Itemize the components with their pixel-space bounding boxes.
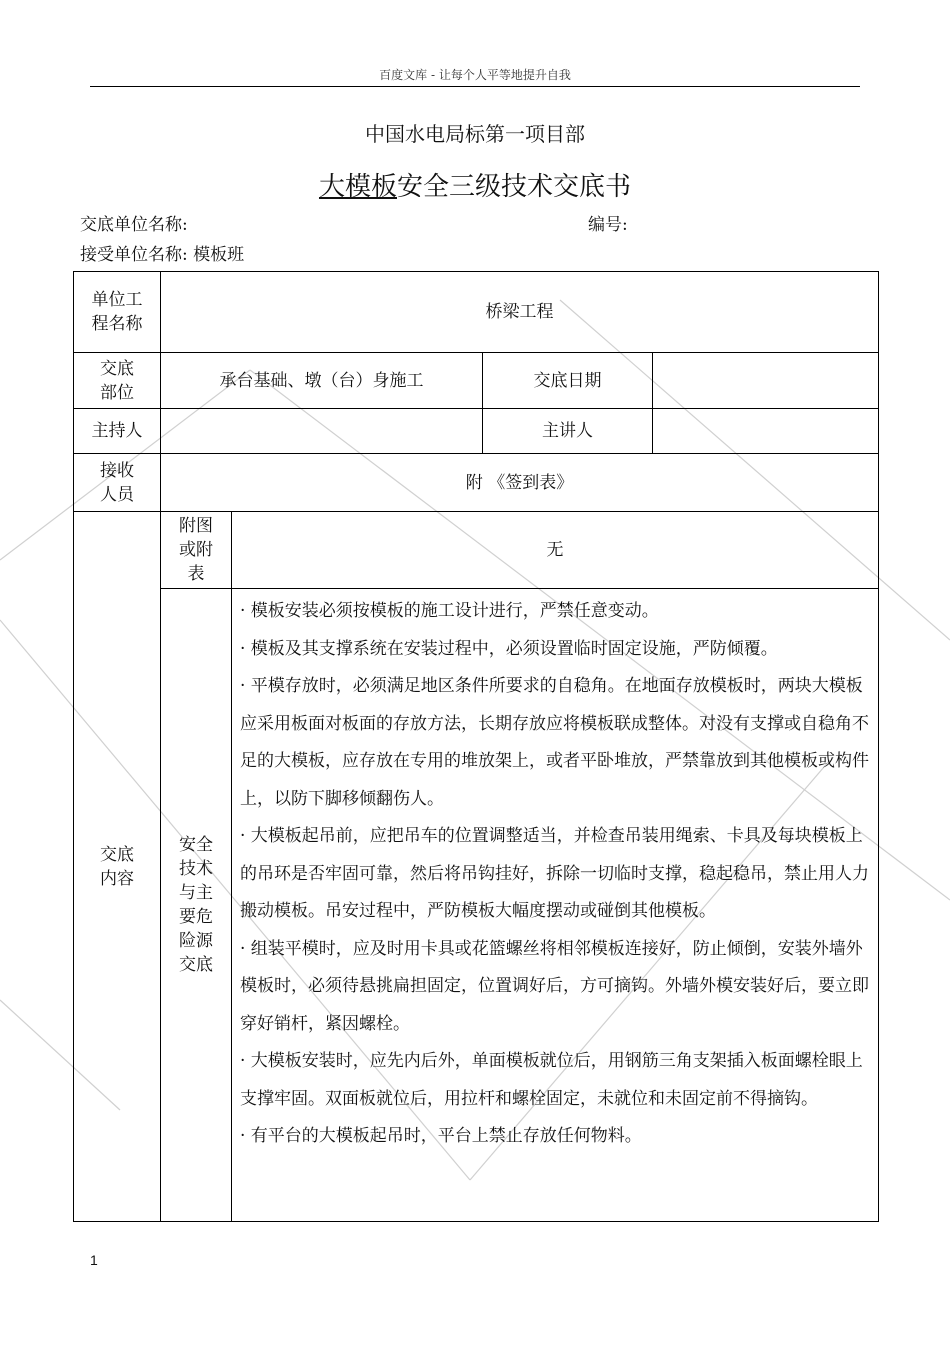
date-label: 交底日期 [483, 353, 653, 409]
speaker-value [653, 409, 879, 454]
document-title [0, 166, 950, 203]
row-host [74, 409, 879, 454]
organization-name: 中国水电局标第一项目部 [365, 122, 585, 146]
safety-item: · 组装平模时，应及时用卡具或花篮螺丝将相邻模板连接好，防止倾倒，安装外墙外模板时，必须待悬挑扁担固定，位置调好后，方可摘钩。外墙外模安装好后，要立即穿好销杆，紧因螺栓。 [240, 938, 869, 1034]
title-underlined: 大模板 [318, 172, 397, 202]
issuer-label: 交底单位名称: [80, 215, 188, 235]
number-label: 编号: [588, 215, 628, 235]
safety-content [232, 589, 879, 1222]
safety-item: · 大模板起吊前，应把吊车的位置调整适当，并检查吊装用绳索、卡具及每块模板上的吊环是否牢固可靠，然后将吊钩挂好，拆除一切临时支撑，稳起稳吊，禁止用人力搬动模板。吊安过程中，严防模板大幅度摆动或碰倒其他模板。 [240, 826, 869, 921]
page-number: 1 [90, 1252, 98, 1268]
location-value: 承台基础、墩（台）身施工 [161, 353, 483, 409]
row-receivers [74, 454, 879, 512]
speaker-label: 主讲人 [483, 409, 653, 454]
row-location [74, 353, 879, 409]
safety-label: 安全技术与主要危险源交底 [161, 589, 232, 1222]
receiver-label: 接受单位名称: [80, 245, 188, 265]
receivers-value: 附 《签到表》 [161, 454, 879, 512]
host-label: 主持人 [74, 409, 161, 454]
row-project [74, 272, 879, 353]
safety-item: · 模板及其支撑系统在安装过程中，必须设置临时固定设施，严防倾覆。 [240, 638, 778, 659]
receiver-line [80, 240, 244, 265]
title-rest: 安全三级技术交底书 [397, 172, 632, 202]
project-value: 桥梁工程 [161, 272, 879, 353]
row-safety [74, 589, 879, 1222]
date-value [653, 353, 879, 409]
receiver-value: 模板班 [193, 245, 245, 265]
briefing-table [73, 271, 879, 1222]
safety-item: · 模板安装必须按模板的施工设计进行，严禁任意变动。 [240, 601, 659, 621]
attach-value: 无 [232, 512, 879, 589]
attach-label: 附图或附表 [161, 512, 232, 589]
safety-item: · 大模板安装时，应先内后外，单面模板就位后，用钢筋三角支架插入板面螺栓眼上支撑牢固。双面板就位后，用拉杆和螺栓固定，未就位和未固定前不得摘钩。 [240, 1051, 863, 1109]
content-label: 交底内容 [74, 512, 161, 1222]
project-label: 单位工程名称 [74, 272, 161, 353]
header-divider [90, 86, 860, 87]
host-value [161, 409, 483, 454]
safety-item: · 有平台的大模板起吊时，平台上禁止存放任何物料。 [240, 1126, 642, 1146]
page-header: 百度文库 - 让每个人平等地提升自我 [379, 68, 571, 82]
location-label: 交底部位 [74, 353, 161, 409]
receivers-label: 接收人员 [74, 454, 161, 512]
safety-item: · 平模存放时，必须满足地区条件所要求的自稳角。在地面存放模板时，两块大模板应采用板面对板面的存放方法，长期存放应将模板联成整体。对没有支撑或自稳角不足的大模板，应存放在专用的堆放架上，或者平卧堆放，严禁靠放到其他模板或构件上，以防下脚移倾翻伤人。 [240, 676, 869, 809]
row-attachment [74, 512, 879, 589]
